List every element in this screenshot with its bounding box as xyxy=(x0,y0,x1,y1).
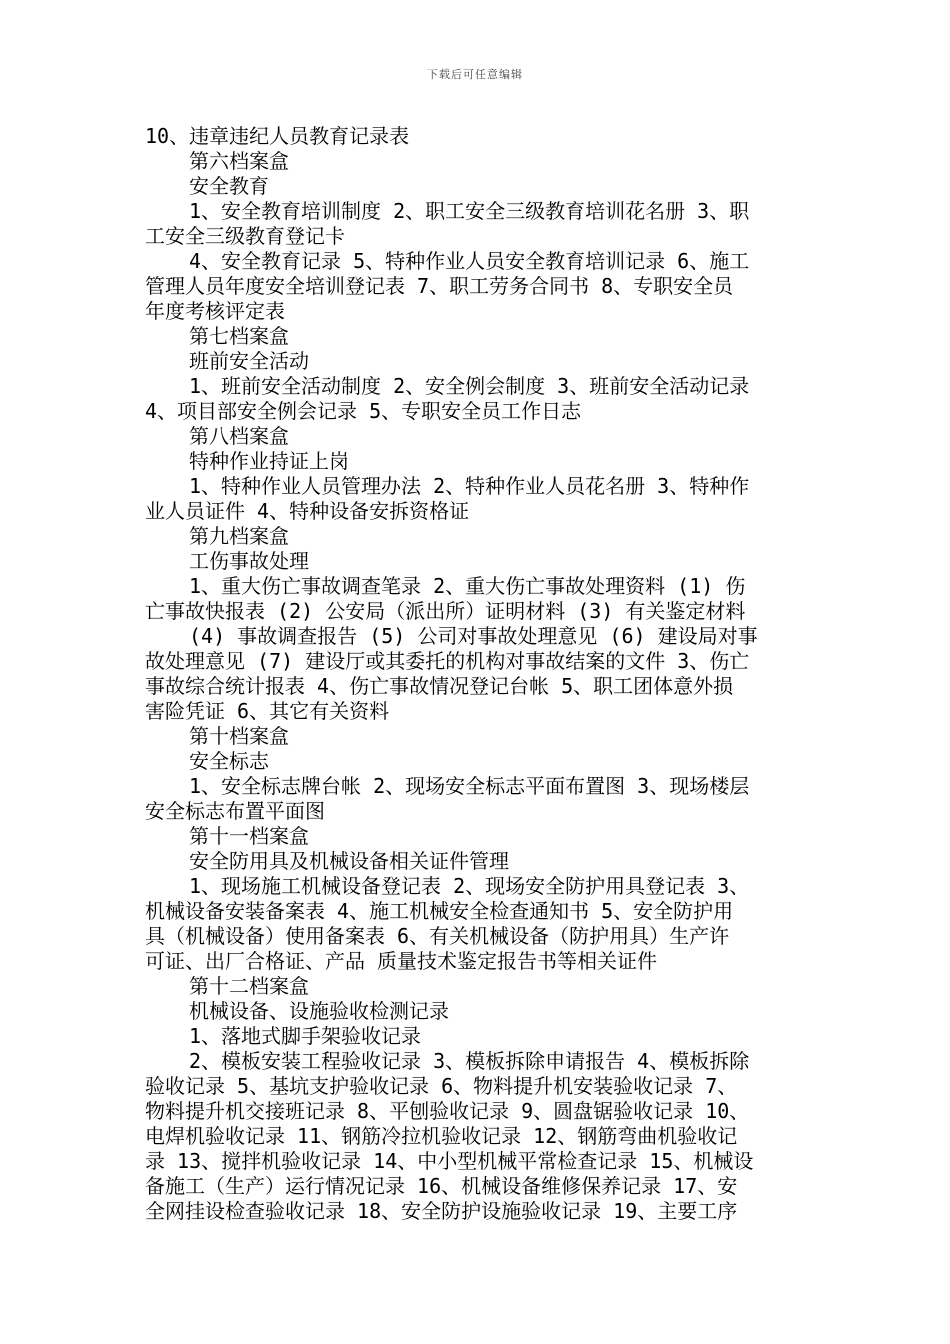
text-line: 1、安全教育培训制度 2、职工安全三级教育培训花名册 3、职 xyxy=(189,199,750,223)
section-title: 第十二档案盒 xyxy=(189,974,309,998)
text-line: 10、违章违纪人员教育记录表 xyxy=(145,124,410,148)
text-line: 物料提升机交接班记录 8、平刨验收记录 9、圆盘锯验收记录 10、 xyxy=(145,1099,750,1123)
text-line: 亡事故快报表 (2) 公安局（派出所）证明材料 (3) 有关鉴定材料 xyxy=(145,599,746,623)
text-line: 事故综合统计报表 4、伤亡事故情况登记台帐 5、职工团体意外损 xyxy=(145,674,734,698)
text-line: 管理人员年度安全培训登记表 7、职工劳务合同书 8、专职安全员 xyxy=(145,274,734,298)
section-title: 第七档案盒 xyxy=(189,324,289,348)
text-line: 录 13、搅拌机验收记录 14、中小型机械平常检查记录 15、机械设 xyxy=(145,1149,754,1173)
text-line: 全网挂设检查验收记录 18、安全防护设施验收记录 19、主要工序 xyxy=(145,1199,738,1223)
text-line: 年度考核评定表 xyxy=(145,299,285,323)
section-title: 第十档案盒 xyxy=(189,724,289,748)
text-line: 1、落地式脚手架验收记录 xyxy=(189,1024,422,1048)
section-title: 第六档案盒 xyxy=(189,149,289,173)
document-body xyxy=(145,124,807,1224)
text-line: 1、班前安全活动制度 2、安全例会制度 3、班前安全活动记录 xyxy=(189,374,750,398)
text-line: 机械设备安装备案表 4、施工机械安全检查通知书 5、安全防护用 xyxy=(145,899,734,923)
text-line: 业人员证件 4、特种设备安拆资格证 xyxy=(145,499,470,523)
text-line: 可证、出厂合格证、产品 质量技术鉴定报告书等相关证件 xyxy=(145,949,658,973)
text-line: 具（机械设备）使用备案表 6、有关机械设备（防护用具）生产许 xyxy=(145,924,730,948)
section-subtitle: 安全防用具及机械设备相关证件管理 xyxy=(189,849,509,873)
section-title: 第九档案盒 xyxy=(189,524,289,548)
section-subtitle: 特种作业持证上岗 xyxy=(189,449,349,473)
section-subtitle: 工伤事故处理 xyxy=(189,549,309,573)
text-line: 故处理意见 (7) 建设厅或其委托的机构对事故结案的文件 3、伤亡 xyxy=(145,649,750,673)
page-header-note: 下载后可任意编辑 xyxy=(427,68,523,81)
text-line: 4、项目部安全例会记录 5、专职安全员工作日志 xyxy=(145,399,582,423)
section-subtitle: 安全标志 xyxy=(189,749,269,773)
text-line: 备施工（生产）运行情况记录 16、机械设备维修保养记录 17、安 xyxy=(145,1174,738,1198)
text-line: 1、安全标志牌台帐 2、现场安全标志平面布置图 3、现场楼层 xyxy=(189,774,750,798)
text-line: 安全标志布置平面图 xyxy=(145,799,325,823)
text-line: 4、安全教育记录 5、特种作业人员安全教育培训记录 6、施工 xyxy=(189,249,750,273)
text-line: 1、重大伤亡事故调查笔录 2、重大伤亡事故处理资料 (1) 伤 xyxy=(189,574,746,598)
section-subtitle: 机械设备、设施验收检测记录 xyxy=(189,999,449,1023)
text-line: 工安全三级教育登记卡 xyxy=(145,224,345,248)
section-subtitle: 班前安全活动 xyxy=(189,349,309,373)
text-line: 1、特种作业人员管理办法 2、特种作业人员花名册 3、特种作 xyxy=(189,474,750,498)
text-line: 电焊机验收记录 11、钢筋冷拉机验收记录 12、钢筋弯曲机验收记 xyxy=(145,1124,738,1148)
text-line: 2、模板安装工程验收记录 3、模板拆除申请报告 4、模板拆除 xyxy=(189,1049,750,1073)
text-line: 害险凭证 6、其它有关资料 xyxy=(145,699,390,723)
section-subtitle: 安全教育 xyxy=(189,174,269,198)
section-title: 第十一档案盒 xyxy=(189,824,309,848)
text-line: 1、现场施工机械设备登记表 2、现场安全防护用具登记表 3、 xyxy=(189,874,750,898)
text-line: (4) 事故调查报告 (5) 公司对事故处理意见 (6) 建设局对事 xyxy=(189,624,758,648)
section-title: 第八档案盒 xyxy=(189,424,289,448)
text-line: 验收记录 5、基坑支护验收记录 6、物料提升机安装验收记录 7、 xyxy=(145,1074,738,1098)
